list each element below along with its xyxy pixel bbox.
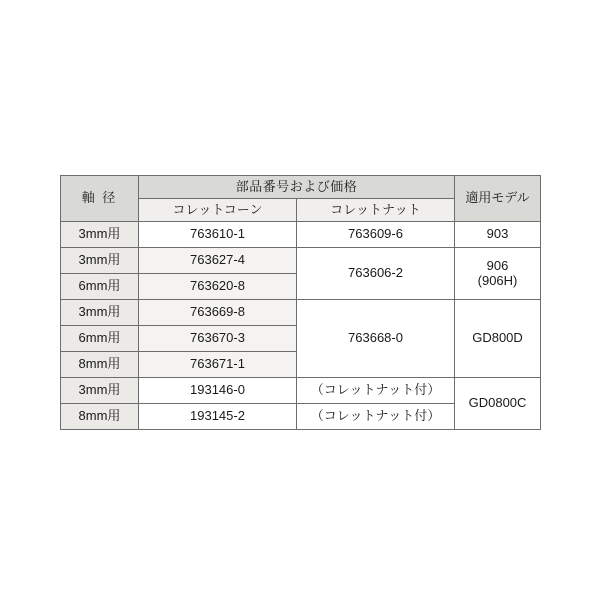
model-906-line1: 906 — [486, 258, 509, 274]
cell-collet-nut: 763606-2 — [297, 248, 455, 300]
cell-collet-cone: 763627-4 — [139, 248, 297, 274]
cell-axis-diameter: 3mm用 — [61, 378, 139, 404]
table-row — [61, 248, 541, 274]
table-row — [61, 378, 541, 404]
cell-collet-cone: 763671-1 — [139, 352, 297, 378]
cell-collet-cone: 193145-2 — [139, 404, 297, 430]
cell-collet-cone: 763610-1 — [139, 222, 297, 248]
cell-collet-nut: 763609-6 — [297, 222, 455, 248]
cell-collet-nut-note: （コレットナット付） — [297, 404, 455, 430]
cell-axis-diameter: 6mm用 — [61, 326, 139, 352]
cell-collet-nut-note: （コレットナット付） — [297, 378, 455, 404]
cell-collet-cone: 763670-3 — [139, 326, 297, 352]
header-collet-nut: コレットナット — [297, 199, 455, 222]
parts-table-container — [60, 175, 540, 430]
table-row — [61, 222, 541, 248]
cell-axis-diameter: 3mm用 — [61, 222, 139, 248]
cell-collet-cone: 763620-8 — [139, 274, 297, 300]
cell-axis-diameter: 8mm用 — [61, 404, 139, 430]
cell-collet-nut: 763668-0 — [297, 300, 455, 378]
cell-axis-diameter: 6mm用 — [61, 274, 139, 300]
model-906-line2: (906H) — [477, 272, 518, 288]
header-applicable-model: 適用モデル — [455, 176, 541, 222]
header-collet-cone: コレットコーン — [139, 199, 297, 222]
cell-axis-diameter: 8mm用 — [61, 352, 139, 378]
cell-axis-diameter: 3mm用 — [61, 248, 139, 274]
table-header-row-1 — [61, 176, 541, 199]
header-parts-number-price: 部品番号および価格 — [139, 176, 455, 199]
cell-collet-cone: 763669-8 — [139, 300, 297, 326]
header-axis-diameter: 軸 径 — [61, 176, 139, 222]
cell-model: GD0800C — [455, 378, 541, 430]
cell-model: GD800D — [455, 300, 541, 378]
table-row — [61, 300, 541, 326]
cell-model — [455, 248, 541, 300]
cell-model: 903 — [455, 222, 541, 248]
cell-axis-diameter: 3mm用 — [61, 300, 139, 326]
cell-collet-cone: 193146-0 — [139, 378, 297, 404]
parts-number-price-table — [60, 175, 541, 430]
